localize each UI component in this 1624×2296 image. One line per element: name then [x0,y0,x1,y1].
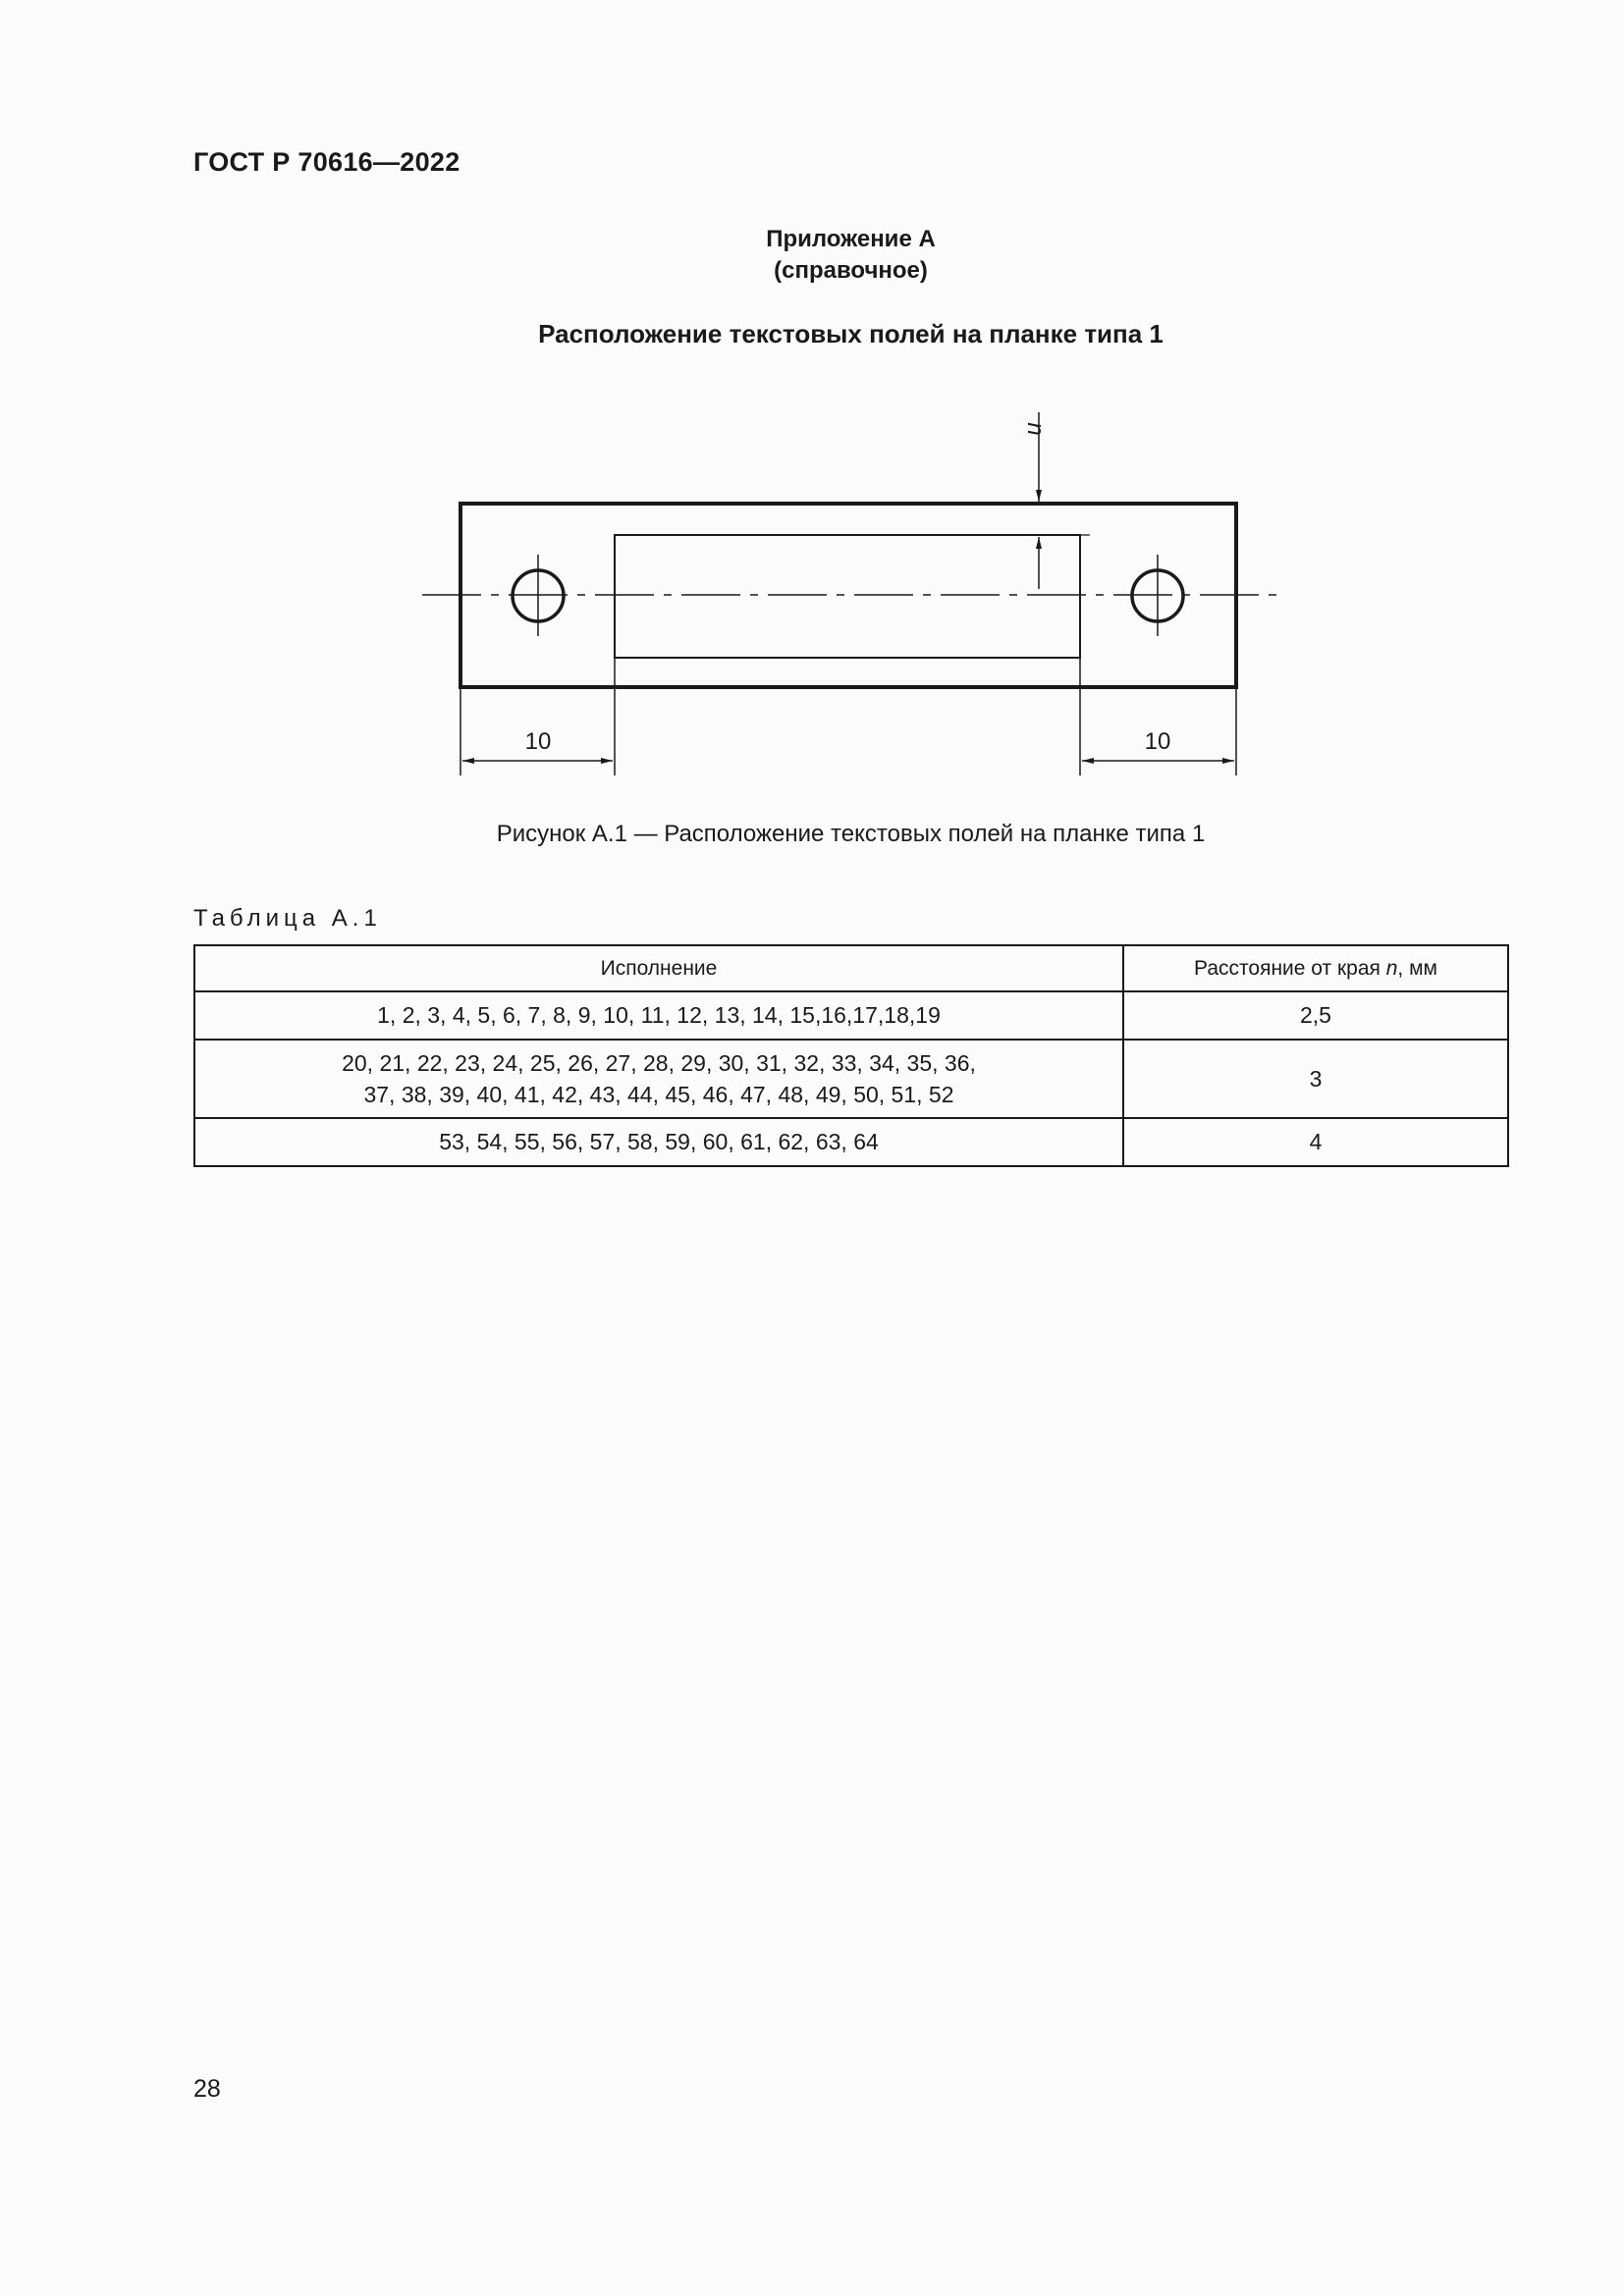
table-label: Таблица А.1 [193,905,382,932]
cell-versions: 53, 54, 55, 56, 57, 58, 59, 60, 61, 62, 63, 64 [194,1118,1123,1166]
figure-caption: Рисунок А.1 — Расположение текстовых полей на планке типа 1 [496,821,1206,847]
cell-distance: 4 [1123,1118,1508,1166]
table-row [194,1040,1508,1118]
table-header-row [194,945,1508,991]
cell-distance: 2,5 [1123,991,1508,1040]
plank-drawing [0,0,1624,883]
dimension-label-right: 10 [1144,728,1171,755]
header-distance-suffix: , мм [1397,956,1437,980]
dimension-label-left: 10 [524,728,552,755]
cell-versions-line2: 37, 38, 39, 40, 41, 42, 43, 44, 45, 46, 47, 48, 49, 50, 51, 52 [363,1082,954,1107]
section-title: Расположение текстовых полей на планке типа 1 [538,319,1164,348]
header-distance-var: n [1385,956,1398,980]
table-row [194,991,1508,1040]
document-header: ГОСТ Р 70616—2022 [193,147,460,177]
page-number: 28 [193,2075,221,2103]
annex-title: Приложение А [766,226,936,252]
header-distance-prefix: Расстояние от края [1194,956,1386,980]
cell-versions-line1: 20, 21, 22, 23, 24, 25, 26, 27, 28, 29, 30, 31, 32, 33, 34, 35, 36, [342,1050,976,1076]
header-versions: Исполнение [194,945,1123,991]
data-table [193,944,1509,1167]
header-distance [1123,945,1508,991]
annex-subtitle: (справочное) [774,257,928,284]
cell-distance: 3 [1123,1040,1508,1118]
cell-versions [194,1040,1123,1118]
table-row [194,1118,1508,1166]
dimension-label-n: n [1022,422,1049,436]
text-field-rect [615,535,1080,658]
cell-versions: 1, 2, 3, 4, 5, 6, 7, 8, 9, 10, 11, 12, 13, 14, 15,16,17,18,19 [194,991,1123,1040]
